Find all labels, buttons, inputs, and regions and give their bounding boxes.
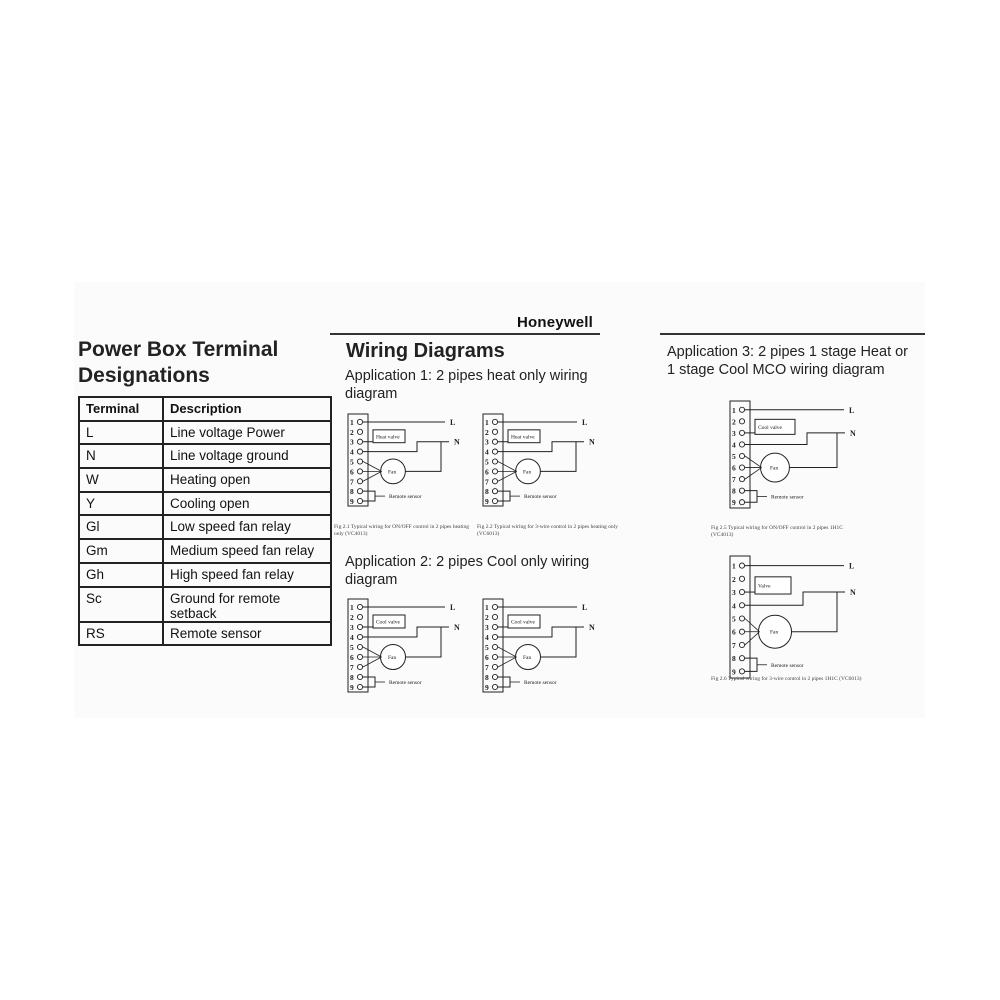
terminal-cell: Gh <box>79 563 163 587</box>
table-row <box>79 622 331 646</box>
terminal-cell: W <box>79 468 163 492</box>
table-row <box>79 539 331 563</box>
terminal-number: 9 <box>485 683 489 692</box>
label-l: L <box>450 603 456 612</box>
table-row <box>79 444 331 468</box>
label-l: L <box>582 417 588 427</box>
terminal-cell: Y <box>79 492 163 516</box>
remote-sensor-label: Remote sensor <box>524 680 557 686</box>
terminal-number: 4 <box>485 447 489 457</box>
heading-line: Application 2: 2 pipes Cool only wiring <box>345 554 590 570</box>
terminal-number: 9 <box>732 498 736 508</box>
wire-fan <box>498 462 517 472</box>
terminal-screw <box>357 674 362 679</box>
wire-fan-n <box>540 442 576 472</box>
terminal-number: 1 <box>732 405 736 415</box>
terminal-number: 2 <box>485 427 489 437</box>
terminal-screw <box>739 500 744 505</box>
wire-sensor <box>363 677 375 687</box>
terminal-number: 6 <box>350 467 354 477</box>
figure-caption: Fig 2.5 Typical wiring for ON/OFF control in 2 pipes 1H1C (VC4013) <box>711 525 843 538</box>
label-l: L <box>849 405 855 415</box>
terminal-number: 2 <box>732 417 736 427</box>
terminal-screw <box>357 429 362 434</box>
brand-logo-text: Honeywell <box>517 314 593 331</box>
terminal-screw <box>492 429 497 434</box>
terminal-screw <box>739 442 744 447</box>
label-n: N <box>850 428 856 438</box>
heading-line: Application 3: 2 pipes 1 stage Heat or <box>667 344 909 360</box>
terminal-screw <box>739 589 744 594</box>
wire-fan-n <box>405 442 441 472</box>
heading-line: 1 stage Cool MCO wiring diagram <box>667 362 885 378</box>
terminal-screw <box>739 669 744 674</box>
header-rule <box>330 333 600 335</box>
fan-label: Fan <box>770 465 779 472</box>
terminal-screw <box>357 419 362 424</box>
terminal-number: 2 <box>350 427 354 437</box>
terminal-number: 7 <box>485 663 489 672</box>
wire-sensor <box>745 658 757 671</box>
terminal-screw <box>492 624 497 629</box>
terminal-number: 7 <box>732 475 736 485</box>
remote-sensor-label: Remote sensor <box>771 494 804 501</box>
remote-sensor-label: Remote sensor <box>389 494 422 501</box>
terminal-screw <box>739 629 744 634</box>
terminal-cell: N <box>79 444 163 468</box>
wire-fan <box>745 456 762 468</box>
heading-line: Application 1: 2 pipes heat only wiring <box>345 368 588 384</box>
terminal-screw <box>357 489 362 494</box>
valve-label: Valve <box>758 583 771 590</box>
terminal-cell: Gl <box>79 515 163 539</box>
wiring-diagram-cool-onoff <box>345 598 465 694</box>
label-n: N <box>454 623 460 632</box>
terminal-screw <box>492 419 497 424</box>
wiring-diagram-mco-onoff <box>727 400 857 510</box>
fan-label: Fan <box>388 469 397 476</box>
terminal-number: 6 <box>350 653 354 662</box>
terminal-cell: RS <box>79 622 163 646</box>
wiring-title: Wiring Diagrams <box>346 340 505 362</box>
terminal-screw <box>357 498 362 503</box>
terminal-number: 6 <box>732 627 736 637</box>
description-cell: Ground for remote setback <box>163 587 331 622</box>
terminal-screw <box>739 419 744 424</box>
figure-caption: Fig 2.6 Typical wiring for 3-wire control in 2 pipes 1H1C (VC6013) <box>711 676 862 682</box>
terminal-screw <box>357 439 362 444</box>
wire-fan-n <box>406 627 442 657</box>
heading-line: diagram <box>345 572 398 588</box>
label-l: L <box>450 417 456 427</box>
terminal-number: 5 <box>350 457 354 467</box>
terminal-screw <box>492 498 497 503</box>
terminal-number: 1 <box>485 603 489 612</box>
wire-fan <box>745 632 759 645</box>
terminal-screw <box>492 479 497 484</box>
title-line: Designations <box>78 364 210 387</box>
terminal-screw <box>357 469 362 474</box>
terminal-screw <box>739 465 744 470</box>
heading-line: diagram <box>345 386 398 402</box>
fan-label: Fan <box>388 655 397 661</box>
wire-fan <box>498 657 517 667</box>
table-row <box>79 515 331 539</box>
terminal-number: 3 <box>485 623 489 632</box>
description-cell: Line voltage ground <box>163 444 331 468</box>
label-n: N <box>454 437 460 447</box>
terminal-screw <box>739 453 744 458</box>
valve-label: Heat valve <box>376 434 400 441</box>
terminal-number: 8 <box>732 654 736 664</box>
terminal-number: 5 <box>732 452 736 461</box>
terminal-screw <box>357 449 362 454</box>
label-l: L <box>582 603 588 612</box>
description-cell: Medium speed fan relay <box>163 539 331 563</box>
column-header: Description <box>163 397 331 421</box>
description-cell: Heating open <box>163 468 331 492</box>
terminal-number: 1 <box>485 417 489 427</box>
terminal-table <box>78 396 332 646</box>
figure-caption: Fig 2.2 Typical wiring for 3-wire control in 2 pipes heating only (VC6013) <box>477 524 618 537</box>
terminal-screw <box>739 430 744 435</box>
terminal-number: 4 <box>350 633 354 642</box>
terminal-cell: L <box>79 421 163 445</box>
wire-n <box>498 442 584 452</box>
terminal-screw <box>739 477 744 482</box>
terminal-screw <box>357 664 362 669</box>
application-3-heading <box>667 343 908 379</box>
terminal-screw <box>739 642 744 647</box>
terminal-number: 6 <box>485 653 489 662</box>
wiring-diagram-heat-onoff <box>345 413 465 508</box>
terminal-number: 8 <box>485 487 489 497</box>
terminal-screw <box>357 624 362 629</box>
terminal-screw <box>492 469 497 474</box>
terminal-screw <box>357 654 362 659</box>
wire-sensor <box>745 491 757 503</box>
terminal-screw <box>357 459 362 464</box>
wire-fan-n <box>789 433 837 468</box>
remote-sensor-label: Remote sensor <box>389 680 422 686</box>
wiring-diagram-cool-3wire <box>480 598 600 694</box>
terminal-number: 3 <box>350 623 354 632</box>
wire-fan <box>363 657 382 667</box>
terminal-number: 9 <box>350 683 354 692</box>
terminal-number: 8 <box>350 673 354 682</box>
table-row <box>79 421 331 445</box>
wire-fan <box>363 462 382 472</box>
description-cell: Line voltage Power <box>163 421 331 445</box>
valve-label: Heat valve <box>511 434 535 441</box>
terminal-screw <box>492 449 497 454</box>
terminal-number: 4 <box>485 633 489 642</box>
terminal-number: 2 <box>732 574 736 584</box>
terminal-screw <box>357 634 362 639</box>
terminal-number: 7 <box>350 477 354 487</box>
terminal-screw <box>492 489 497 494</box>
terminal-number: 3 <box>485 437 489 447</box>
terminal-number: 3 <box>732 588 736 598</box>
terminal-screw <box>739 616 744 621</box>
wire-sensor <box>363 491 375 501</box>
terminal-number: 1 <box>350 603 354 612</box>
terminal-screw <box>492 439 497 444</box>
label-n: N <box>589 437 595 447</box>
terminal-number: 3 <box>732 428 736 438</box>
terminal-number: 8 <box>485 673 489 682</box>
fan-label: Fan <box>523 469 532 476</box>
terminal-screw <box>492 684 497 689</box>
valve-label: Cool valve <box>376 619 400 626</box>
terminal-screw <box>357 604 362 609</box>
application-2-heading <box>345 553 589 589</box>
terminal-number: 6 <box>485 467 489 477</box>
terminal-screw <box>492 654 497 659</box>
wire-fan <box>498 647 517 657</box>
wiring-diagram-mco-3wire <box>727 555 857 680</box>
terminal-screw <box>739 563 744 568</box>
terminal-screw <box>357 684 362 689</box>
description-cell: Low speed fan relay <box>163 515 331 539</box>
terminal-number: 5 <box>350 643 354 652</box>
terminal-screw <box>492 604 497 609</box>
remote-sensor-label: Remote sensor <box>524 494 557 501</box>
terminal-number: 8 <box>732 486 736 496</box>
label-n: N <box>850 588 856 598</box>
terminal-screw <box>492 644 497 649</box>
valve-label: Cool valve <box>511 619 535 626</box>
fan-label: Fan <box>523 655 532 661</box>
table-row <box>79 587 331 622</box>
terminal-number: 5 <box>485 643 489 652</box>
wiring-diagram-heat-3wire <box>480 413 600 508</box>
terminal-screw <box>492 614 497 619</box>
terminal-number: 1 <box>350 417 354 427</box>
table-row <box>79 563 331 587</box>
terminal-screw <box>492 674 497 679</box>
terminal-screw <box>492 664 497 669</box>
terminal-number: 9 <box>350 497 354 507</box>
terminal-number: 5 <box>732 614 736 624</box>
wire-sensor <box>498 677 510 687</box>
terminal-cell: Gm <box>79 539 163 563</box>
terminal-number: 9 <box>732 667 736 677</box>
wire-sensor <box>498 491 510 501</box>
header-rule <box>660 333 925 335</box>
terminal-number: 7 <box>485 477 489 487</box>
valve-label: Cool valve <box>758 424 782 431</box>
terminal-screw <box>357 479 362 484</box>
terminal-number: 3 <box>350 437 354 447</box>
table-row <box>79 468 331 492</box>
terminal-number: 4 <box>732 601 736 611</box>
wire-fan <box>363 471 382 481</box>
label-l: L <box>849 561 855 571</box>
terminal-screw <box>739 576 744 581</box>
terminal-screw <box>739 407 744 412</box>
terminal-screw <box>357 614 362 619</box>
terminal-cell: Sc <box>79 587 163 622</box>
terminal-number: 7 <box>732 640 736 650</box>
title-line: Power Box Terminal <box>78 338 279 361</box>
wire-fan-n <box>792 592 837 632</box>
terminal-number: 8 <box>350 487 354 497</box>
wire-fan <box>745 619 759 632</box>
figure-caption: Fig 2.1 Typical wiring for ON/OFF control in 2 pipes heating only (VC4013) <box>334 524 470 537</box>
wire-fan <box>498 471 517 481</box>
wire-n <box>363 442 449 452</box>
terminal-number: 2 <box>485 613 489 622</box>
application-1-heading <box>345 367 588 403</box>
terminal-number: 6 <box>732 463 736 473</box>
terminal-screw <box>492 459 497 464</box>
wire-fan-n <box>541 627 577 657</box>
wire-fan <box>363 647 382 657</box>
terminal-screw <box>492 634 497 639</box>
column-header: Terminal <box>79 397 163 421</box>
description-cell: High speed fan relay <box>163 563 331 587</box>
terminal-number: 7 <box>350 663 354 672</box>
terminal-number: 1 <box>732 561 736 571</box>
terminal-screw <box>739 603 744 608</box>
remote-sensor-label: Remote sensor <box>771 662 804 669</box>
terminal-number: 9 <box>485 497 489 507</box>
terminal-number: 2 <box>350 613 354 622</box>
terminal-number: 4 <box>350 447 354 457</box>
terminal-number: 5 <box>485 457 489 467</box>
description-cell: Cooling open <box>163 492 331 516</box>
terminal-screw <box>739 488 744 493</box>
wire-fan <box>745 468 762 480</box>
terminal-number: 4 <box>732 440 736 450</box>
fan-label: Fan <box>770 629 779 636</box>
table-header-row <box>79 397 331 421</box>
label-n: N <box>589 623 595 632</box>
terminal-screw <box>357 644 362 649</box>
description-cell: Remote sensor <box>163 622 331 646</box>
table-row <box>79 492 331 516</box>
terminal-screw <box>739 656 744 661</box>
page-title <box>78 337 278 389</box>
